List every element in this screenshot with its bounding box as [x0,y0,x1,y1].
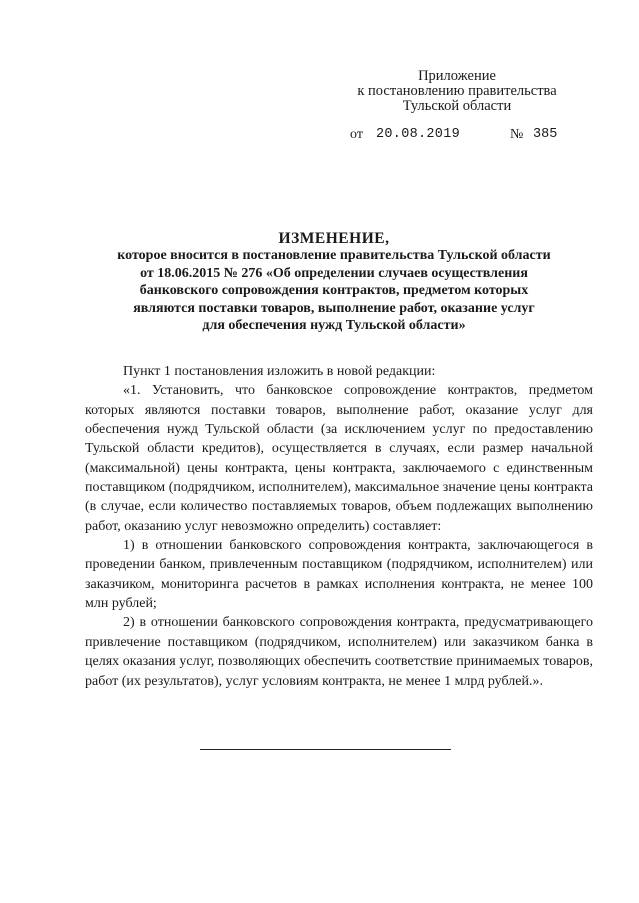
decree-number-sign: № [510,127,524,142]
heading-line-1: которое вносится в постановление правительства Тульской области [117,248,551,264]
closing-divider [200,749,451,750]
lead-paragraph: Пункт 1 постановления изложить в новой редакции: [123,364,436,379]
heading-line-3: банковского сопровождения контрактов, предметом которых [139,283,529,299]
list-item-1: 1) в отношении банковского сопровождения контракта, заключающегося в проведении банком, привлеченным поставщиком (подрядчиком, исполнителем) или заказчиком, мониторинга расчетов в рамках исполнения контракта, не менее 100 млн рублей; [85,538,593,612]
appendix-line-2: к постановлению правительства [357,83,557,99]
appendix-block [352,69,562,114]
appendix-line-3: Тульской области [402,98,512,114]
decree-from-label: от [350,127,363,142]
document-heading [60,230,608,334]
heading-line-5: для обеспечения нужд Тульской области» [202,318,466,334]
decree-date: 20.08.2019 [376,127,461,142]
decree-number: 385 [533,127,558,142]
heading-line-4: являются поставки товаров, выполнение работ, оказание услуг [133,300,535,316]
paragraph-1: «1. Установить, что банковское сопровождение контрактов, предметом которых являются поставки товаров, выполнение работ, оказание услуг для обеспечения нужд Тульской области (за исключением услуг по предоставлению Тульской области кредитов), осуществляется в случаях, если размер начальной (максимальной) цены контракта, цены контракта, заключаемого с единственным поставщиком (подрядчиком, исполнителем), максимальное значение цены контракта (в случае, если количество поставляемых товаров, объем подлежащих выполнению работ, оказанию услуг невозможно определить) составляет: [85,383,593,534]
appendix-line-1: Приложение [418,68,496,84]
heading-line-2: от 18.06.2015 № 276 «Об определении случаев осуществления [140,265,528,281]
heading-title: ИЗМЕНЕНИЕ, [278,230,390,247]
list-item-2: 2) в отношении банковского сопровождения контракта, предусматривающего привлечение поставщиком (подрядчиком, исполнителем) или заказчиком банка в целях оказания услуг, позволяющих обеспечить соответствие принимаемых товаров, работ (их результатов), услуг условиям контракта, не менее 1 млрд рублей.». [85,615,593,689]
document-body [85,362,593,691]
